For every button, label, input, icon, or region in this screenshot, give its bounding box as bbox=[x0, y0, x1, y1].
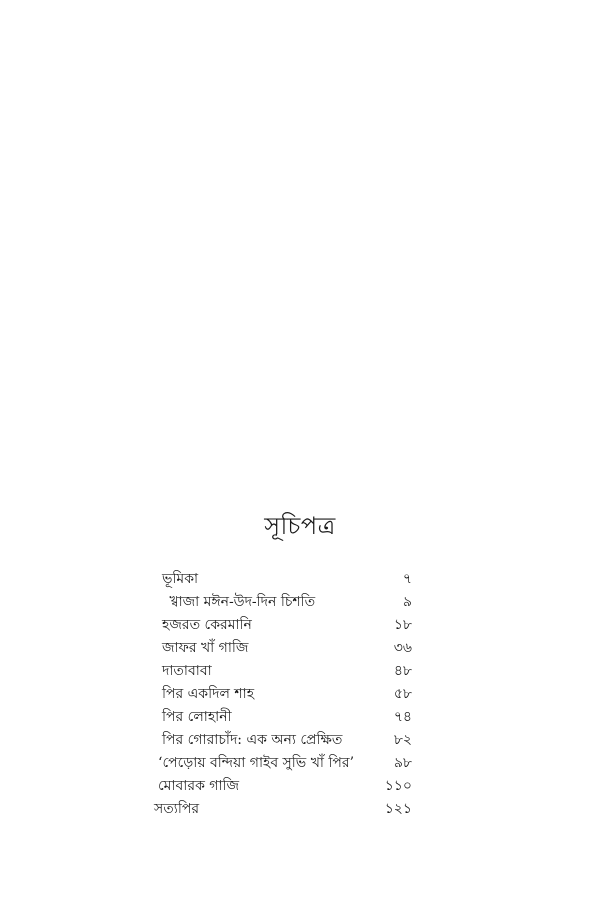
toc-entry bbox=[150, 614, 412, 637]
toc-entry-page: ৭৪ bbox=[393, 709, 412, 725]
toc-entry-page: ৮২ bbox=[393, 732, 412, 748]
toc-entry-title: সত্যপির bbox=[154, 801, 200, 817]
toc-entry bbox=[150, 568, 412, 591]
toc-entry-page: ৩৬ bbox=[393, 640, 412, 656]
toc-entry bbox=[150, 706, 412, 729]
toc-entry-page: ৪৮ bbox=[393, 663, 412, 679]
toc-heading: সূচিপত্র bbox=[264, 512, 336, 540]
toc-entry bbox=[150, 775, 412, 798]
toc-entry bbox=[150, 637, 412, 660]
toc-entry-page: ১১০ bbox=[384, 778, 412, 794]
toc-entry-title: খ্বাজা মঈন-উদ-দিন চিশতি bbox=[170, 594, 316, 610]
toc-entry-title: পির একদিল শাহ bbox=[162, 686, 255, 702]
toc-entry-title: হজরত কেরমানি bbox=[162, 617, 252, 633]
toc-entry-title: ‘পেড়োয় বন্দিয়া গাইব সুভি খাঁ পির’ bbox=[158, 755, 355, 771]
toc-entry-title: জাফর খাঁ গাজি bbox=[162, 640, 249, 656]
toc-entry bbox=[150, 660, 412, 683]
toc-entry-page: ৫৮ bbox=[393, 686, 412, 702]
toc-entry-title: মোবারক গাজি bbox=[158, 778, 240, 794]
toc-entry-page: ১৮ bbox=[393, 617, 412, 633]
toc-entry bbox=[150, 798, 412, 821]
toc-entry bbox=[150, 683, 412, 706]
toc-entry-title: পির গোরাচাঁদ: এক অন্য প্রেক্ষিত bbox=[162, 732, 343, 748]
toc-entry-page: ৯ bbox=[402, 594, 412, 610]
toc-entry-title: ভূমিকা bbox=[162, 571, 199, 587]
toc-entry-title: পির লোহানী bbox=[162, 709, 232, 725]
toc-entry-page: ৭ bbox=[402, 571, 412, 587]
toc-entry-page: ৯৮ bbox=[393, 755, 412, 771]
toc-entry bbox=[150, 591, 412, 614]
toc-entry-page: ১২১ bbox=[384, 801, 412, 817]
toc-entry-title: দাতাবাবা bbox=[162, 663, 212, 679]
toc-entry bbox=[150, 729, 412, 752]
toc-list bbox=[150, 568, 412, 821]
toc-entry bbox=[150, 752, 412, 775]
